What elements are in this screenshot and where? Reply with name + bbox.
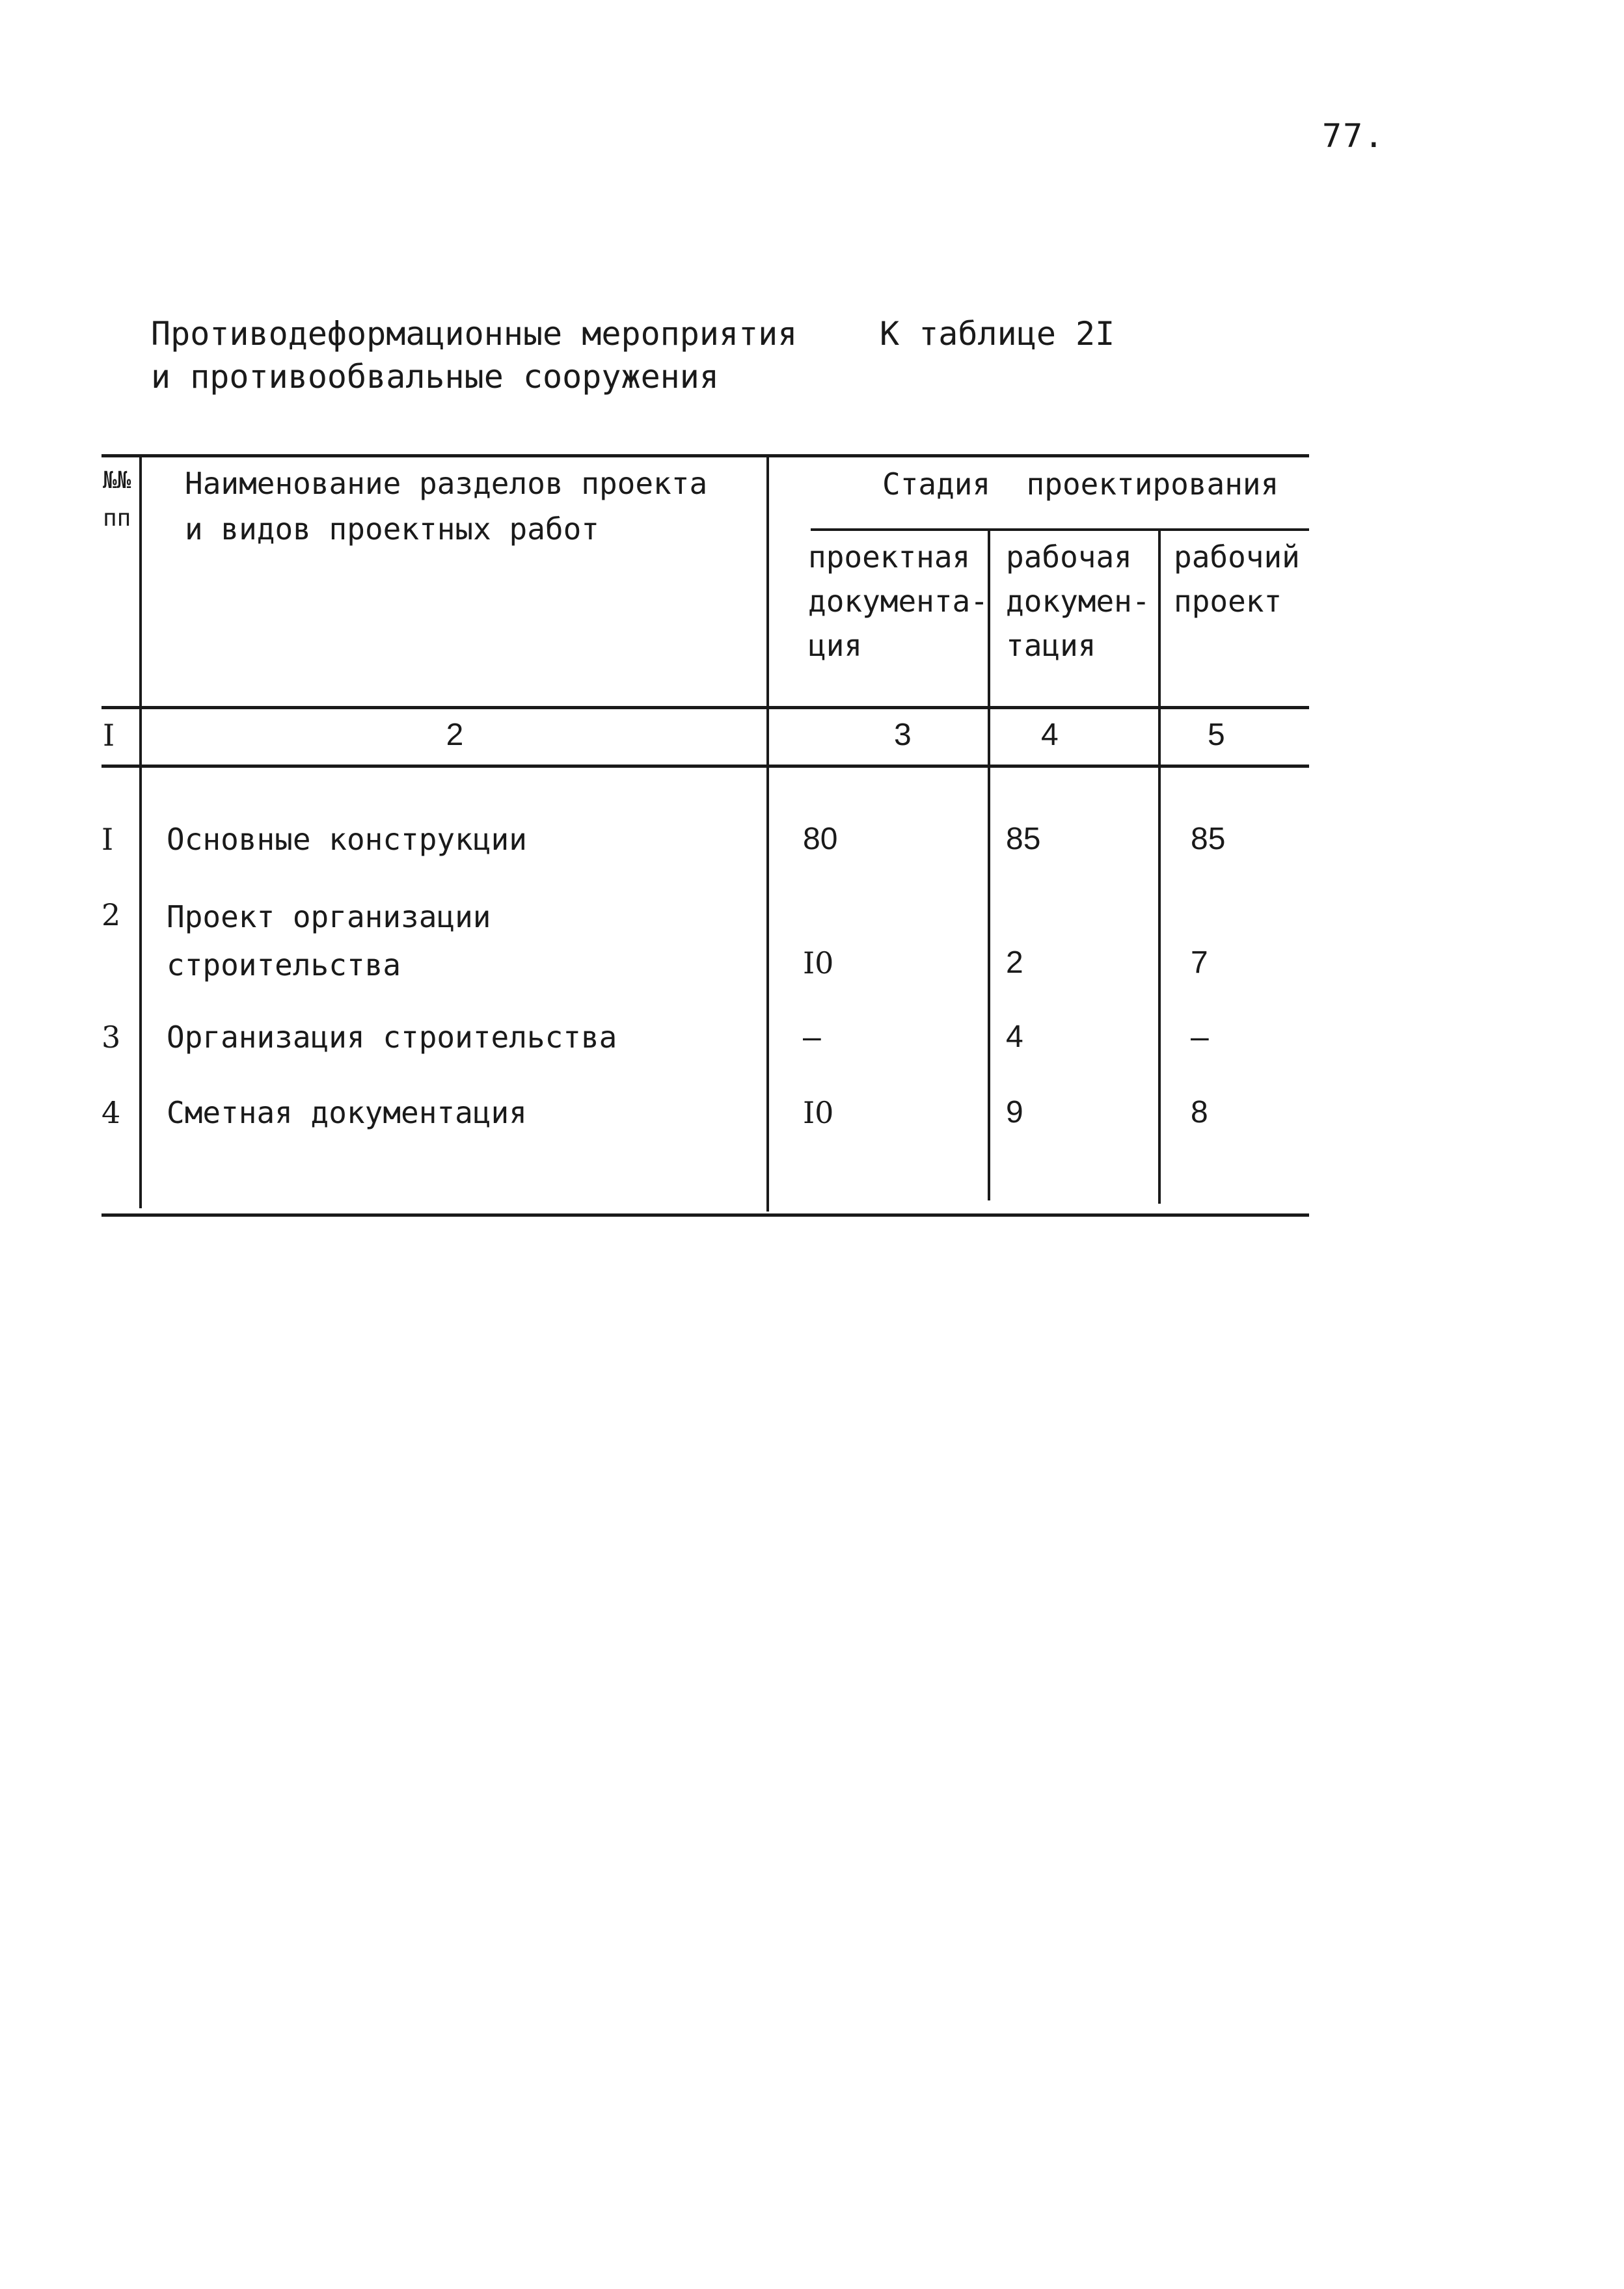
row-working-project-value: 8 xyxy=(1191,1095,1208,1130)
row-working-project-value: 7 xyxy=(1191,945,1208,980)
row-design-documentation-value: I0 xyxy=(803,1095,834,1130)
row-section-name: Сметная документация xyxy=(167,1095,527,1130)
row-number: 3 xyxy=(102,1020,121,1055)
section-title-line-1: Противодеформационные мероприятия xyxy=(151,315,798,353)
row-section-name: Основные конструкции xyxy=(167,822,527,857)
group-header-rule xyxy=(811,528,1309,531)
column-divider-4 xyxy=(1158,530,1161,1204)
numbering-bottom-rule xyxy=(102,765,1309,768)
row-number: 2 xyxy=(102,897,121,932)
header-working-documentation: рабочая докумен- тация xyxy=(1006,539,1150,663)
row-number: I xyxy=(102,822,114,857)
row-design-documentation-value: – xyxy=(803,1020,821,1055)
row-section-name: Организация строительства xyxy=(167,1020,617,1055)
row-working-project-value: – xyxy=(1191,1020,1209,1055)
header-bottom-rule xyxy=(102,706,1309,709)
header-design-stage: Стадия проектирования xyxy=(882,467,1279,502)
header-working-project: рабочий проект xyxy=(1174,539,1300,619)
page-number: 77. xyxy=(1322,117,1385,155)
row-working-documentation-value: 2 xyxy=(1006,945,1023,980)
column-divider-2 xyxy=(766,457,769,1212)
row-working-documentation-value: 9 xyxy=(1006,1095,1023,1130)
table-reference: К таблице 2I xyxy=(880,315,1115,353)
header-design-documentation: проектная документа- ция xyxy=(808,539,988,663)
row-number: 4 xyxy=(102,1095,121,1130)
row-design-documentation-value: I0 xyxy=(803,945,834,981)
row-section-name: Проект организации строительства xyxy=(167,899,491,982)
column-divider-1 xyxy=(139,457,142,1208)
column-number-5: 5 xyxy=(1208,718,1225,752)
table-bottom-rule xyxy=(102,1213,1309,1217)
row-working-documentation-value: 85 xyxy=(1006,822,1041,856)
row-design-documentation-value: 80 xyxy=(803,822,838,856)
section-title-line-2: и противообвальные сооружения xyxy=(151,358,719,396)
column-number-4: 4 xyxy=(1041,718,1059,752)
section-title xyxy=(151,312,797,398)
column-number-1: I xyxy=(103,718,115,753)
column-number-2: 2 xyxy=(446,718,464,752)
row-working-documentation-value: 4 xyxy=(1006,1020,1023,1054)
header-number: №№ пп xyxy=(103,467,131,532)
table-top-rule xyxy=(102,454,1309,457)
row-working-project-value: 85 xyxy=(1191,822,1226,856)
header-section-name: Наименование разделов проекта и видов проектных работ xyxy=(185,466,708,547)
column-number-3: 3 xyxy=(894,718,912,752)
